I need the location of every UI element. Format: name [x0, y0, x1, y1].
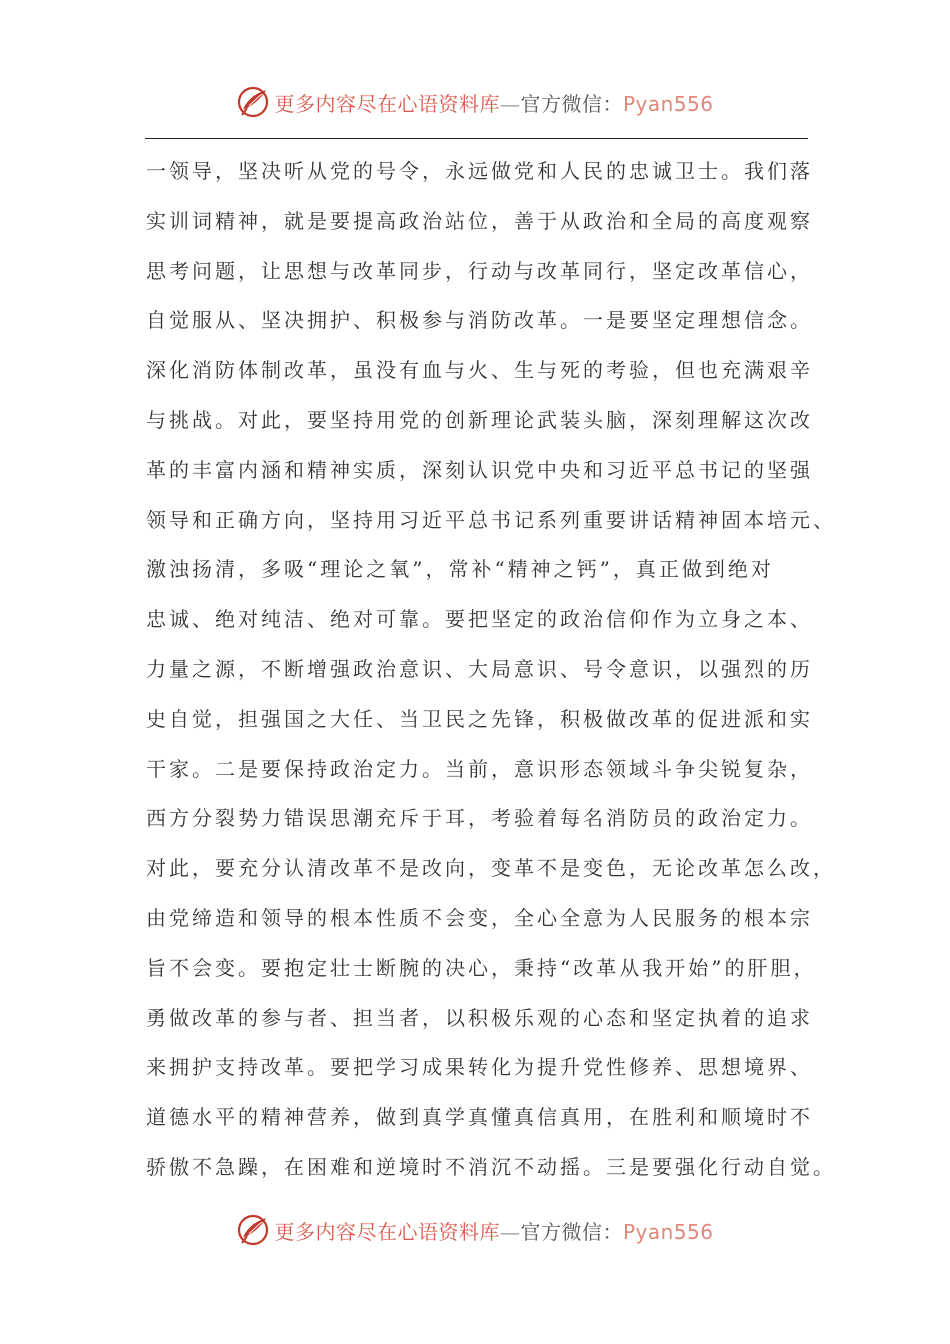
text-line: 旨不会变。要抱定壮士断腕的决心，秉持“改革从我开始”的肝胆，	[146, 955, 817, 980]
text-line: 领导和正确方向，坚持用习近平总书记系列重要讲话精神固本培元、	[146, 507, 836, 532]
header-banner	[0, 80, 950, 124]
text-line: 实训词精神，就是要提高政治站位，善于从政治和全局的高度观察	[146, 208, 813, 233]
text-line: 激浊扬清，多吸“理论之氧”，常补“精神之钙”，真正做到绝对	[146, 557, 774, 582]
header-divider	[145, 138, 808, 139]
text-line: 思考问题，让思想与改革同步，行动与改革同行，坚定改革信心，	[146, 258, 813, 283]
footer-banner	[0, 1208, 950, 1252]
footer-text	[274, 1216, 713, 1245]
pen-nib-logo-icon	[236, 1213, 270, 1247]
text-line: 史自觉，担强国之大任、当卫民之先锋，积极做改革的促进派和实	[146, 706, 813, 731]
footer-brand: 更多内容尽在心语资料库	[274, 1219, 500, 1244]
footer-wechat-handle: Pyan556	[622, 1219, 714, 1244]
text-line: 骄傲不急躁，在困难和逆境时不消沉不动摇。三是要强化行动自觉。	[146, 1154, 836, 1179]
text-line: 勇做改革的参与者、担当者，以积极乐观的心态和坚定执着的追求	[146, 1005, 813, 1030]
text-line: 革的丰富内涵和精神实质，深刻认识党中央和习近平总书记的坚强	[146, 457, 813, 482]
footer-separator: —	[499, 1219, 521, 1244]
text-line: 一领导，坚决听从党的号令，永远做党和人民的忠诚卫士。我们落	[146, 159, 813, 183]
text-line: 力量之源，不断增强政治意识、大局意识、号令意识，以强烈的历	[146, 656, 813, 681]
header-wechat-label: 官方微信：	[520, 91, 623, 116]
text-line: 西方分裂势力错误思潮充斥于耳，考验着每名消防员的政治定力。	[146, 806, 813, 831]
text-line: 道德水平的精神营养，做到真学真懂真信真用，在胜利和顺境时不	[146, 1105, 813, 1130]
text-line: 自觉服从、坚决拥护、积极参与消防改革。一是要坚定理想信念。	[146, 308, 813, 333]
text-line: 干家。二是要保持政治定力。当前，意识形态领域斗争尖锐复杂，	[146, 756, 813, 781]
text-line: 来拥护支持改革。要把学习成果转化为提升党性修养、思想境界、	[146, 1055, 813, 1080]
text-line: 忠诚、绝对纯洁、绝对可靠。要把坚定的政治信仰作为立身之本、	[146, 607, 813, 632]
header-brand: 更多内容尽在心语资料库	[274, 91, 500, 116]
header-wechat-handle: Pyan556	[622, 91, 714, 116]
document-body	[146, 147, 836, 1193]
header-text	[274, 88, 713, 117]
text-line: 由党缔造和领导的根本性质不会变，全心全意为人民服务的根本宗	[146, 905, 813, 930]
text-line: 与挑战。对此，要坚持用党的创新理论武装头脑，深刻理解这次改	[146, 407, 813, 432]
header-separator: —	[499, 91, 521, 116]
pen-nib-logo-icon	[236, 85, 270, 119]
text-line: 对此，要充分认清改革不是改向，变革不是变色，无论改革怎么改，	[146, 856, 836, 881]
text-line: 深化消防体制改革，虽没有血与火、生与死的考验，但也充满艰辛	[146, 358, 813, 383]
footer-wechat-label: 官方微信：	[520, 1219, 623, 1244]
